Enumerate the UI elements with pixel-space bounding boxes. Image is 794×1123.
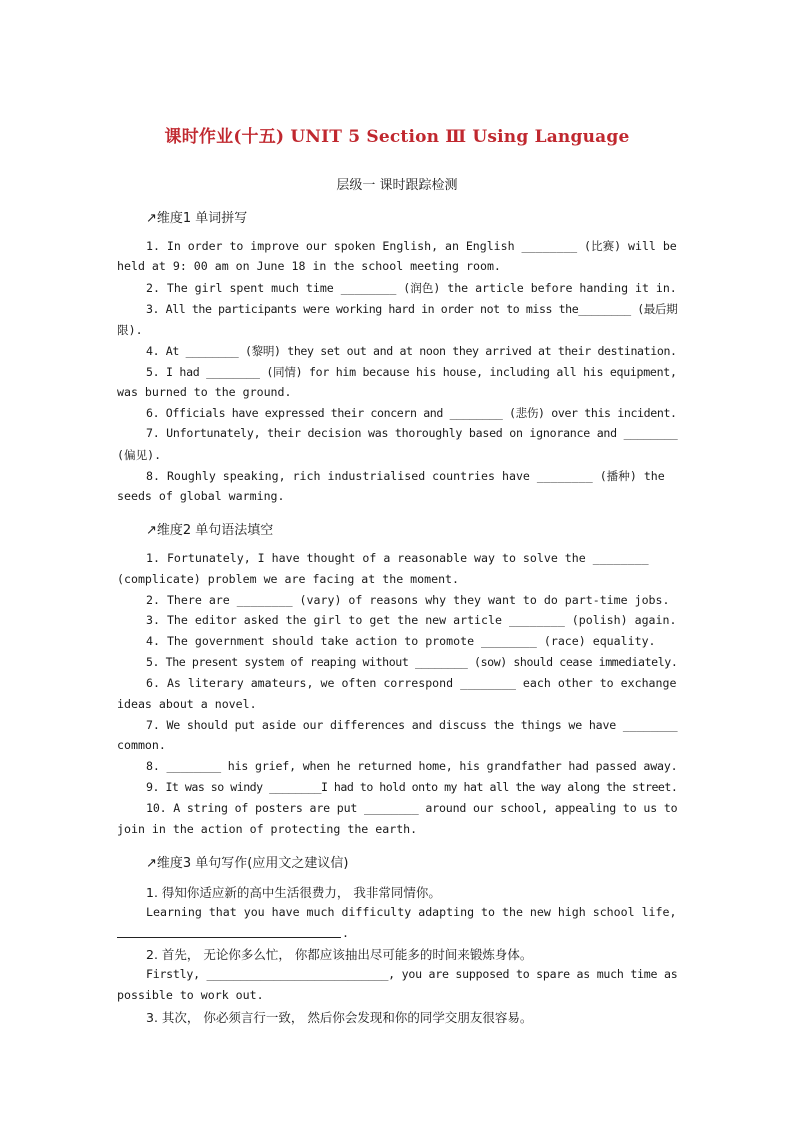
exercise-line: common. [117,738,166,752]
exercise-line: was burned to the ground. [117,385,292,399]
exercise-line: 限). [117,323,143,337]
chinese-prompt: 2. 首先， 无论你多么忙， 你都应该抽出尽可能多的时间来锻炼身体。 [146,947,533,962]
exercise-line: Learning that you have much difficulty adapting to the new high school life, [146,905,677,919]
chinese-prompt: 3. 其次， 你必须言行一致， 然后你会发现和你的同学交朋友很容易。 [146,1010,533,1025]
exercise-line: 6. As literary amateurs, we often correspond ________ each other to exchange [146,676,677,690]
exercise-line: join in the action of protecting the earth. [117,822,418,836]
chinese-prompt: 1. 得知你适应新的高中生活很费力， 我非常同情你。 [146,885,441,900]
exercise-line: 1. In order to improve our spoken English, an English ________ (比赛) will be [146,239,677,253]
exercise-line: 7. Unfortunately, their decision was thoroughly based on ignorance and ________ [146,426,678,440]
section-heading-2: ↗维度2 单句语法填空 [146,523,274,538]
section-mark-icon: ↗ [146,856,157,871]
exercise-line: ideas about a novel. [117,697,257,711]
exercise-line: 4. At ________ (黎明) they set out and at noon they arrived at their destination. [146,344,677,358]
page-subtitle: 层级一 课时跟踪检测 [336,178,458,193]
exercise-line: possible to work out. [117,988,264,1002]
exercise-line: 1. Fortunately, I have thought of a reasonable way to solve the ________ [146,551,649,565]
section-mark-icon: ↗ [146,523,157,538]
answer-blank[interactable] [117,937,341,938]
exercise-line: (complicate) problem we are facing at the moment. [117,572,460,586]
exercise-line: 10. A string of posters are put ________ around our school, appealing to us to [146,801,678,815]
section-heading-3: ↗维度3 单句写作(应用文之建议信) [146,856,349,871]
exercise-line: . [342,926,349,940]
page-title: 课时作业(十五) UNIT 5 Section Ⅲ Using Language [164,127,630,147]
exercise-line: 6. Officials have expressed their concern and ________ (悲伤) over this incident. [146,406,677,420]
section-heading-1: ↗维度1 单词拼写 [146,211,248,226]
exercise-line: 5. The present system of reaping without ________ (sow) should cease immediately. [146,655,678,669]
exercise-line: (偏见). [117,448,162,462]
exercise-line: 8. Roughly speaking, rich industrialised countries have ________ (播种) the [146,469,665,483]
exercise-line: 8. ________ his grief, when he returned home, his grandfather had passed away. [146,759,678,773]
exercise-line: Firstly, ___________________________, you are supposed to spare as much time as [146,967,678,981]
exercise-line: seeds of global warming. [117,489,285,503]
exercise-line: 9. It was so windy ________I had to hold onto my hat all the way along the street. [146,780,678,794]
exercise-line: 7. We should put aside our differences and discuss the things we have ________ [146,718,678,732]
exercise-line: 4. The government should take action to promote ________ (race) equality. [146,634,656,648]
exercise-line: 3. The editor asked the girl to get the new article ________ (polish) again. [146,613,677,627]
exercise-line: 3. All the participants were working hard in order not to miss the________ (最后期 [146,302,678,316]
exercise-line: held at 9: 00 am on June 18 in the school meeting room. [117,259,501,273]
exercise-line: 5. I had ________ (同情) for him because his house, including all his equipment, [146,365,677,379]
exercise-line: 2. There are ________ (vary) of reasons why they want to do part-time jobs. [146,593,670,607]
exercise-line: 2. The girl spent much time ________ (润色) the article before handing it in. [146,281,677,295]
section-mark-icon: ↗ [146,211,157,226]
